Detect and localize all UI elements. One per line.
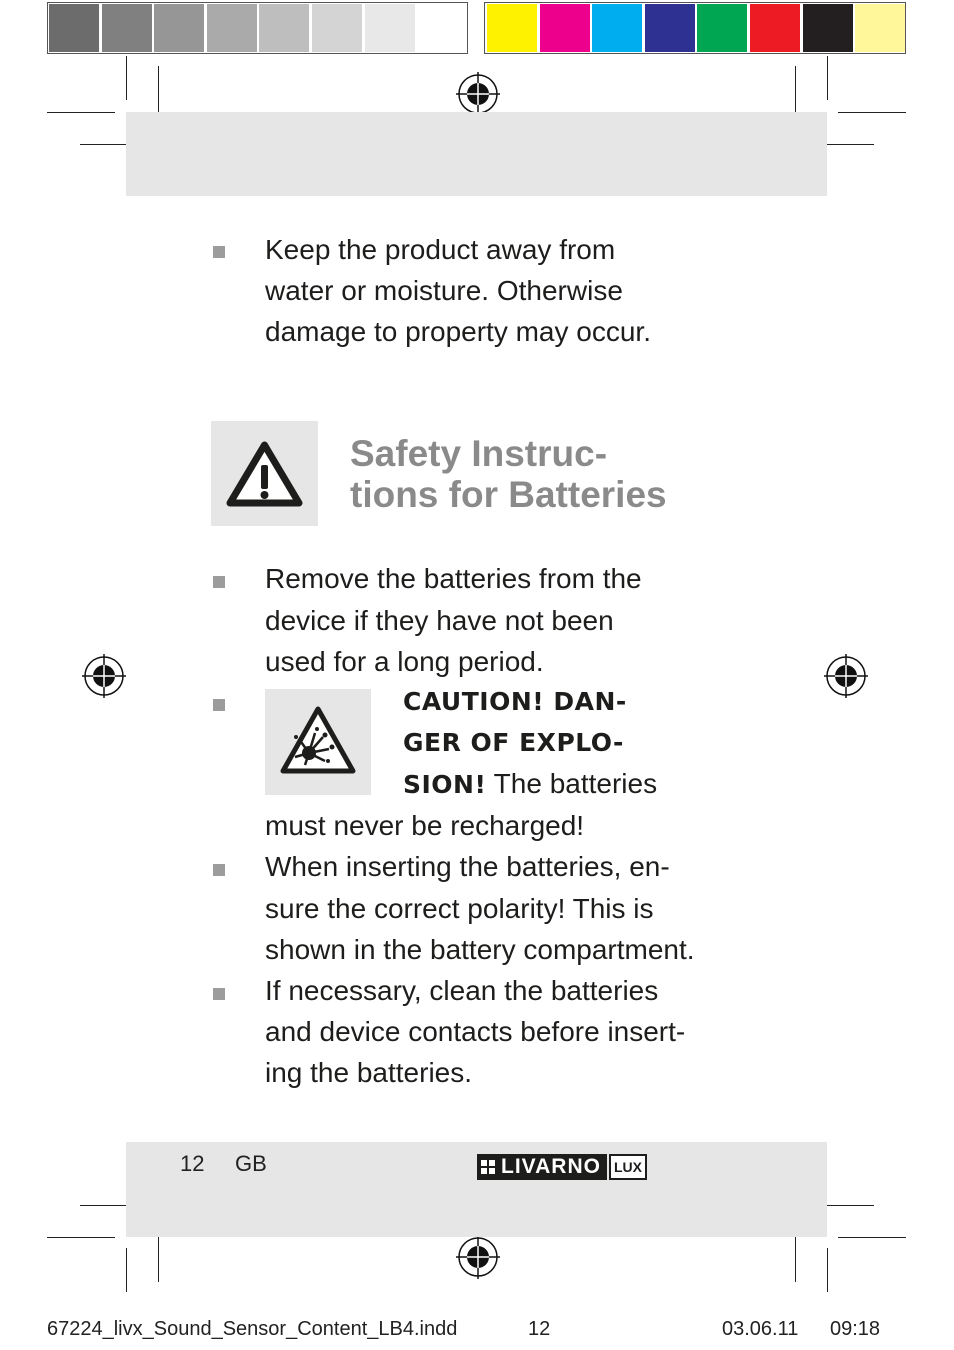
moisture-line-3: damage to property may occur. (265, 316, 651, 347)
slug-filename: 67224_livx_Sound_Sensor_Content_LB4.indd (47, 1318, 458, 1340)
registration-mark-icon (82, 654, 126, 698)
explosion-icon-box (265, 689, 371, 795)
clean-line-1: If necessary, clean the batteries (265, 975, 659, 1006)
moisture-line-2: water or moisture. Otherwise (265, 275, 623, 306)
caution-line-4: must never be recharged! (265, 810, 585, 841)
bullet-marker (213, 246, 225, 258)
color-swatch-6 (750, 4, 800, 52)
gray-swatch-3 (154, 4, 204, 52)
slug-date: 03.06.11 (722, 1318, 799, 1340)
brand-name: LIVARNO (501, 1155, 601, 1178)
caution-line-2: GER OF EXPLO- (403, 728, 624, 757)
section-heading-line-2: tions for Batteries (350, 474, 667, 515)
gray-swatch-5 (259, 4, 309, 52)
moisture-line-1: Keep the product away from (265, 234, 616, 265)
header-band (126, 112, 827, 196)
polarity-line-3: shown in the battery compartment. (265, 934, 695, 965)
remove-line-2: device if they have not been (265, 605, 614, 636)
registration-mark-icon (824, 654, 868, 698)
color-swatch-2 (540, 4, 590, 52)
color-swatch-4 (645, 4, 695, 52)
color-swatch-5 (697, 4, 747, 52)
registration-mark-icon (456, 1235, 500, 1279)
language-code: GB (235, 1151, 267, 1176)
warning-icon-box (211, 421, 318, 526)
registration-mark-icon (456, 72, 500, 116)
remove-line-1: Remove the batteries from the (265, 563, 642, 594)
caution-text-start: The batteries (493, 768, 658, 799)
gray-swatch-1 (49, 4, 99, 52)
logo-squares-icon (481, 1160, 495, 1174)
clean-line-2: and device contacts before insert- (265, 1016, 686, 1047)
bullet-marker (213, 988, 225, 1000)
gray-swatch-6 (312, 4, 362, 52)
slug-page: 12 (528, 1318, 551, 1340)
polarity-line-1: When inserting the batteries, en- (265, 851, 670, 882)
bullet-marker (213, 699, 225, 711)
livarno-lux-logo (477, 1154, 647, 1180)
color-swatch-1 (487, 4, 537, 52)
color-swatch-3 (592, 4, 642, 52)
bullet-marker (213, 864, 225, 876)
caution-line-1: CAUTION! DAN- (403, 687, 627, 716)
brand-suffix: LUX (609, 1154, 647, 1180)
logo-main (477, 1154, 607, 1180)
warning-triangle-icon (211, 421, 318, 526)
clean-line-3: ing the batteries. (265, 1057, 473, 1088)
gray-swatch-2 (102, 4, 152, 52)
polarity-line-2: sure the correct polarity! This is (265, 893, 654, 924)
gray-swatch-4 (207, 4, 257, 52)
color-swatch-7 (803, 4, 853, 52)
caution-bold-end: SION! (403, 770, 487, 799)
bullet-marker (213, 576, 225, 588)
page-number: 12 (180, 1151, 205, 1176)
section-heading-line-1: Safety Instruc- (350, 433, 608, 474)
color-swatch-8 (855, 4, 905, 52)
remove-line-3: used for a long period. (265, 646, 544, 677)
explosion-hazard-icon (265, 689, 371, 795)
gray-swatch-7 (365, 4, 415, 52)
slug-time: 09:18 (830, 1318, 881, 1340)
caution-line-3 (403, 763, 657, 805)
gray-swatch-8 (417, 4, 467, 52)
